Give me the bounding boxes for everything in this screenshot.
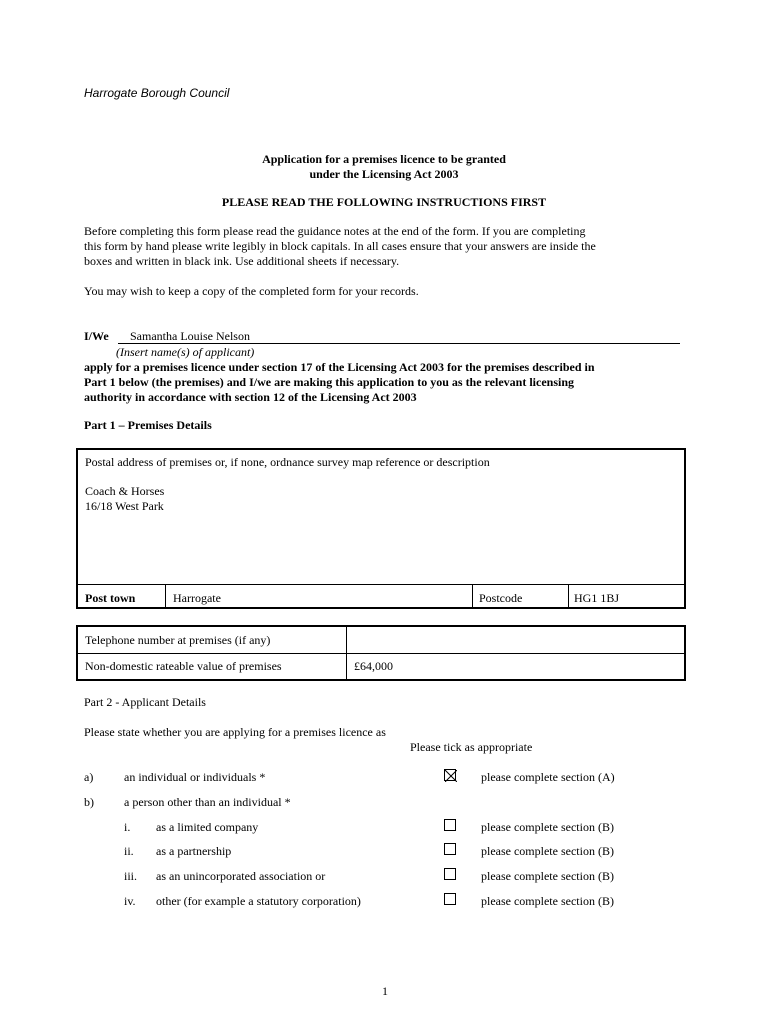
address-line2[interactable]: 16/18 West Park <box>85 499 164 513</box>
option-b-marker: b) <box>84 795 94 809</box>
option-b-i-action: please complete section (B) <box>481 820 614 834</box>
option-b-ii-marker: ii. <box>124 844 134 858</box>
instructions-line2: this form by hand please write legibly in block capitals. In all cases ensure that your answers are inside the <box>84 239 596 253</box>
rateable-value-label: Non-domestic rateable value of premises <box>85 659 282 673</box>
postcode-label-divider <box>472 584 473 607</box>
option-b-ii-checkbox[interactable] <box>444 843 456 855</box>
page-number: 1 <box>382 984 388 998</box>
option-b-iv-label: other (for example a statutory corporation) <box>156 894 361 908</box>
premises-address-box <box>76 448 686 609</box>
applicant-name-hint: (Insert name(s) of applicant) <box>116 345 255 359</box>
values-column-divider <box>346 627 347 679</box>
option-b-iv-checkbox[interactable] <box>444 893 456 905</box>
post-town-divider <box>165 584 166 607</box>
post-town-label: Post town <box>85 591 136 605</box>
part1-heading: Part 1 – Premises Details <box>84 418 212 432</box>
option-b-ii-action: please complete section (B) <box>481 844 614 858</box>
option-b-iii-marker: iii. <box>124 869 138 883</box>
premises-values-table <box>76 625 686 681</box>
part2-heading: Part 2 - Applicant Details <box>84 695 206 709</box>
iwe-label: I/We <box>84 329 109 343</box>
option-b-iii-checkbox[interactable] <box>444 868 456 880</box>
rateable-value-field[interactable]: £64,000 <box>354 659 393 673</box>
values-row-divider <box>78 653 684 654</box>
option-b-iii-label: as an unincorporated association or <box>156 869 326 883</box>
instructions-line3: boxes and written in black ink. Use additional sheets if necessary. <box>84 254 400 268</box>
applicant-name-field[interactable]: Samantha Louise Nelson <box>130 329 250 343</box>
part2-intro: Please state whether you are applying for a premises licence as <box>84 725 386 739</box>
option-b-i-label: as a limited company <box>156 820 259 834</box>
option-b-i-checkbox[interactable] <box>444 819 456 831</box>
form-title-line2: under the Licensing Act 2003 <box>309 167 459 181</box>
option-b-iii-action: please complete section (B) <box>481 869 614 883</box>
option-a-label: an individual or individuals * <box>124 770 266 784</box>
address-divider <box>78 584 684 585</box>
postcode-label: Postcode <box>479 591 523 605</box>
declaration-line3: authority in accordance with section 12 of the Licensing Act 2003 <box>84 390 417 404</box>
checkbox-cross-icon <box>445 770 457 782</box>
telephone-label: Telephone number at premises (if any) <box>85 633 271 647</box>
option-b-label: a person other than an individual * <box>124 795 291 809</box>
option-b-iv-marker: iv. <box>124 894 136 908</box>
instructions-line1: Before completing this form please read the guidance notes at the end of the form. If you are completing <box>84 224 586 238</box>
option-b-ii-label: as a partnership <box>156 844 232 858</box>
option-a-marker: a) <box>84 770 94 784</box>
tick-note: Please tick as appropriate <box>410 740 533 754</box>
postcode-divider <box>568 584 569 607</box>
declaration-line2: Part 1 below (the premises) and I/we are making this application to you as the relevant licensing <box>84 375 574 389</box>
declaration-line1: apply for a premises licence under section 17 of the Licensing Act 2003 for the premises described in <box>84 360 595 374</box>
address-line1[interactable]: Coach & Horses <box>85 484 165 498</box>
option-a-checkbox[interactable] <box>444 769 456 781</box>
instructions-heading: PLEASE READ THE FOLLOWING INSTRUCTIONS FIRST <box>221 195 547 209</box>
copy-note: You may wish to keep a copy of the completed form for your records. <box>84 284 419 298</box>
option-a-action: please complete section (A) <box>481 770 615 784</box>
council-name: Harrogate Borough Council <box>84 86 230 100</box>
address-label: Postal address of premises or, if none, ordnance survey map reference or description <box>85 455 490 469</box>
telephone-field[interactable] <box>354 633 674 649</box>
postcode-field[interactable]: HG1 1BJ <box>574 591 620 605</box>
form-title-line1: Application for a premises licence to be granted <box>262 152 506 166</box>
option-b-iv-action: please complete section (B) <box>481 894 614 908</box>
option-b-i-marker: i. <box>124 820 131 834</box>
post-town-field[interactable]: Harrogate <box>173 591 221 605</box>
